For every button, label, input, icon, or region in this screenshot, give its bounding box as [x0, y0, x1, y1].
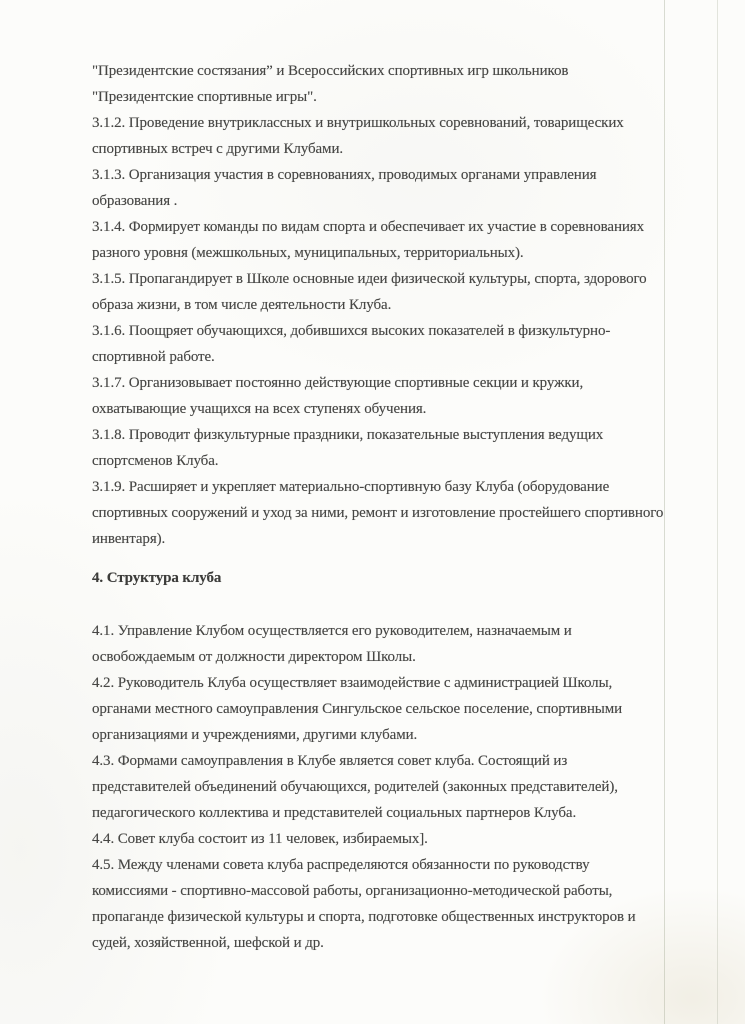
text-line: спортивных сооружений и уход за ними, ремонт и изготовление простейшего спортивного	[92, 505, 664, 521]
text-line: органами местного самоуправления Сингульское сельское поселение, спортивными	[92, 701, 623, 717]
text-line: образования .	[92, 193, 178, 209]
section-3-continuation	[92, 58, 692, 552]
text-line: 4.3. Формами самоуправления в Клубе является совет клуба. Состоящий из	[92, 753, 568, 769]
text-line: 3.1.3. Организация участия в соревнованиях, проводимых органами управления	[92, 167, 597, 183]
text-line: 4.2. Руководитель Клуба осуществляет взаимодействие с администрацией Школы,	[92, 675, 613, 691]
text-line: 3.1.2. Проведение внутриклассных и внутришкольных соревнований, товарищеских	[92, 115, 624, 131]
text-line: охватывающие учащихся на всех ступенях обучения.	[92, 401, 427, 417]
text-line: комиссиями - спортивно-массовой работы, организационно-методической работы,	[92, 883, 613, 899]
section-4-heading: 4. Структура клуба	[92, 570, 222, 586]
text-line: спортсменов Клуба.	[92, 453, 219, 469]
text-line: инвентаря).	[92, 531, 166, 547]
text-line: 3.1.4. Формирует команды по видам спорта и обеспечивает их участие в соревнованиях	[92, 219, 645, 235]
text-line: освобождаемым от должности директором Школы.	[92, 649, 416, 665]
text-line: 3.1.7. Организовывает постоянно действующие спортивные секции и кружки,	[92, 375, 584, 391]
text-line: организациями и учреждениями, другими клубами.	[92, 727, 418, 743]
document-page	[92, 58, 692, 956]
text-line: представителей объединений обучающихся, родителей (законных представителей),	[92, 779, 618, 795]
text-line: 3.1.9. Расширяет и укрепляет материально-спортивную базу Клуба (оборудование	[92, 479, 610, 495]
text-line: 3.1.8. Проводит физкультурные праздники, показательные выступления ведущих	[92, 427, 604, 443]
text-line: спортивной работе.	[92, 349, 215, 365]
text-line: судей, хозяйственной, шефской и др.	[92, 935, 324, 951]
section-4-structure	[92, 618, 692, 956]
text-line: 4.5. Между членами совета клуба распределяются обязанности по руководству	[92, 857, 590, 873]
text-line: "Президентские спортивные игры".	[92, 89, 317, 105]
text-line: 3.1.5. Пропагандирует в Школе основные идеи физической культуры, спорта, здорового	[92, 271, 647, 287]
text-line: 4.1. Управление Клубом осуществляется его руководителем, назначаемым и	[92, 623, 572, 639]
text-line: пропаганде физической культуры и спорта, подготовке общественных инструкторов и	[92, 909, 636, 925]
text-line: 3.1.6. Поощряет обучающихся, добившихся высоких показателей в физкультурно-	[92, 323, 611, 339]
text-line: 4.4. Совет клуба состоит из 11 человек, избираемых].	[92, 831, 428, 847]
text-line: педагогического коллектива и представителей социальных партнеров Клуба.	[92, 805, 577, 821]
text-line: "Президентские состязания” и Всероссийских спортивных игр школьников	[92, 63, 569, 79]
text-line: образа жизни, в том числе деятельности Клуба.	[92, 297, 392, 313]
scan-fold-line	[717, 0, 718, 1024]
text-line: спортивных встреч с другими Клубами.	[92, 141, 344, 157]
text-line: разного уровня (межшкольных, муниципальных, территориальных).	[92, 245, 524, 261]
